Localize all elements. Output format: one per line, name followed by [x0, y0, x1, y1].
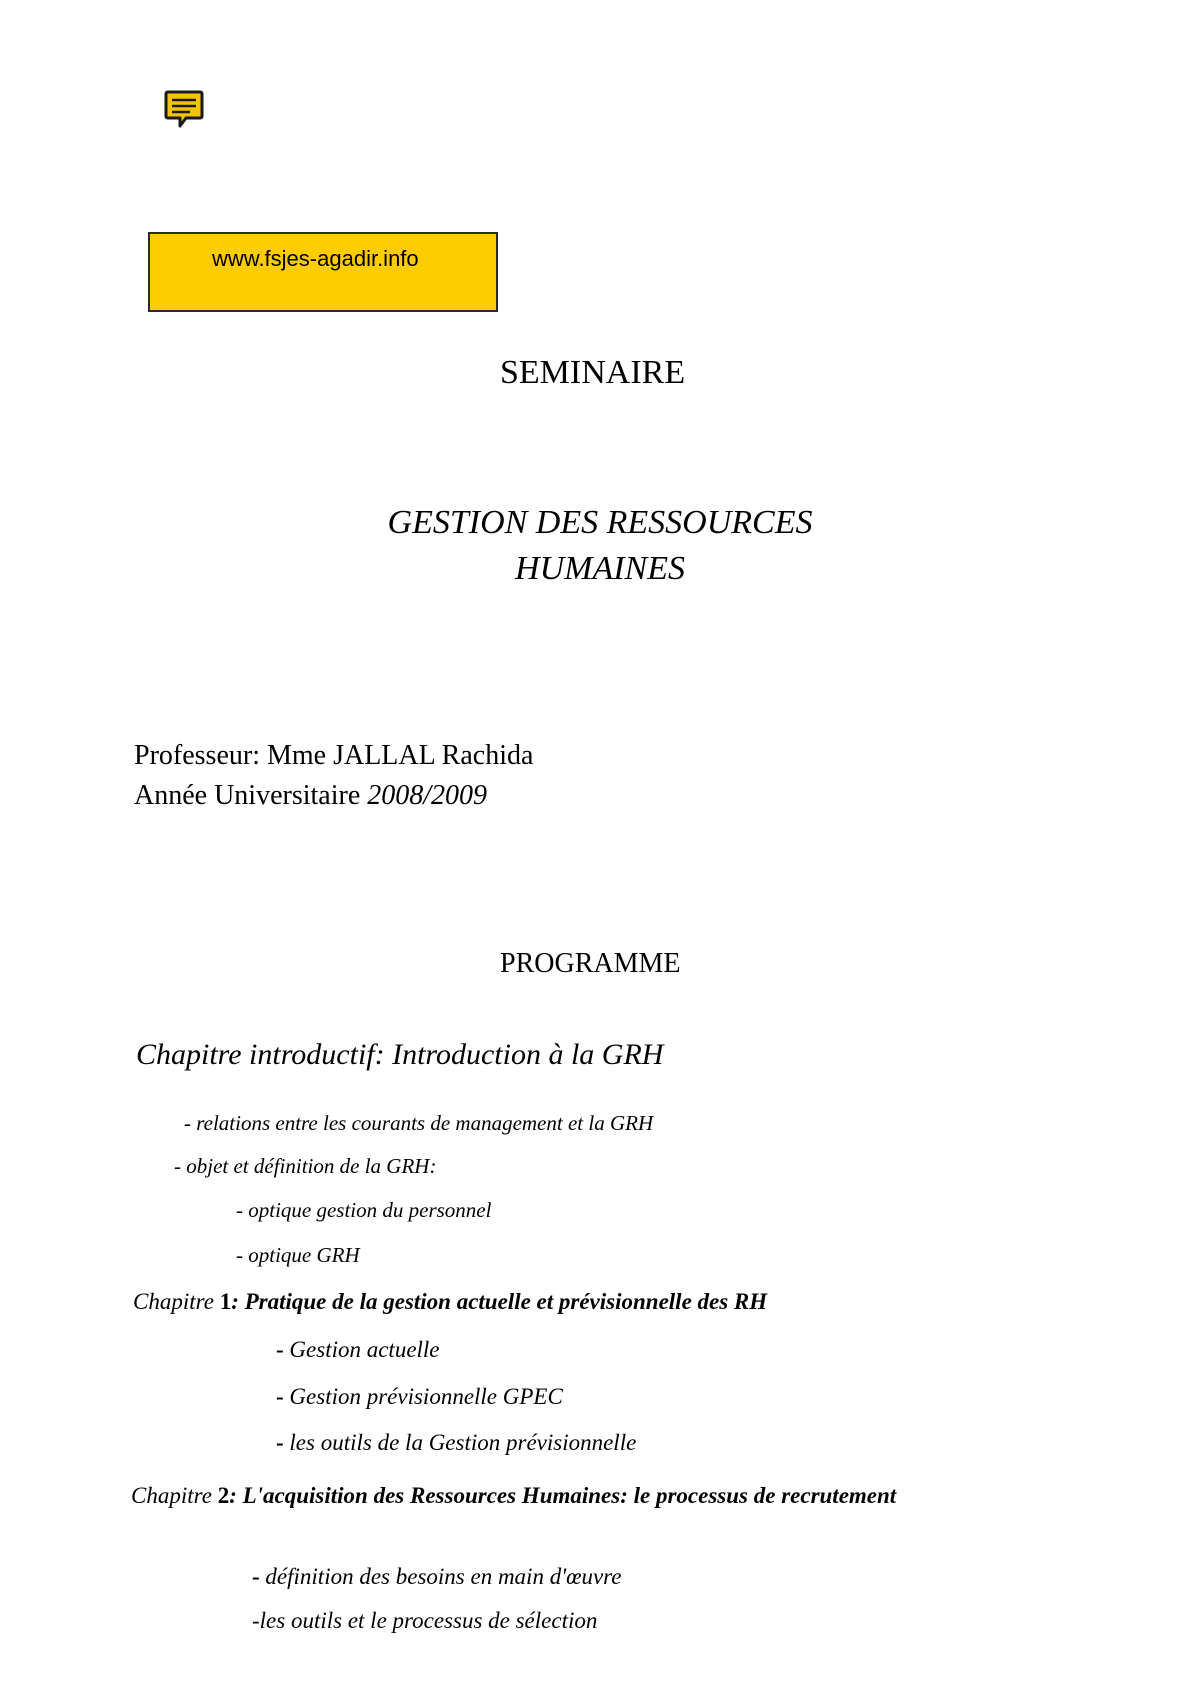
list-item: - optique gestion du personnel — [236, 1198, 492, 1222]
list-item: - objet et définition de la GRH: — [174, 1154, 437, 1178]
website-link[interactable]: www.fsjes-agadir.info — [212, 246, 419, 271]
programme-heading: PROGRAMME — [500, 948, 681, 979]
list-item: - Gestion prévisionnelle GPEC — [276, 1384, 563, 1409]
chapter-1-text: : Pratique de la gestion actuelle et prévisionnelle des RH — [231, 1289, 768, 1314]
intro-chapter-title: Chapitre introductif: Introduction à la GRH — [136, 1038, 664, 1071]
chapter-1-label: Chapitre — [133, 1289, 214, 1314]
comment-note-icon[interactable] — [162, 90, 206, 130]
chapter-2-title — [131, 1482, 921, 1510]
academic-year-line — [134, 780, 487, 812]
list-item: - relations entre les courants de management et la GRH — [184, 1111, 654, 1135]
document-title — [340, 500, 860, 592]
title-line-2: HUMAINES — [515, 550, 685, 587]
list-item: - les outils de la Gestion prévisionnelle — [276, 1430, 637, 1455]
chapter-2-text: : L'acquisition des Ressources Humaines: le processus de recrutement — [229, 1483, 897, 1508]
list-item: - définition des besoins en main d'œuvre — [252, 1564, 622, 1589]
website-banner — [148, 232, 498, 312]
professor-line: Professeur: Mme JALLAL Rachida — [134, 740, 534, 771]
academic-year-value: 2008/2009 — [367, 780, 488, 811]
chapter-2-label: Chapitre — [131, 1483, 212, 1508]
list-item: - optique GRH — [236, 1243, 360, 1267]
seminaire-heading: SEMINAIRE — [500, 354, 686, 391]
chapter-1-title — [133, 1289, 767, 1315]
list-item: - Gestion actuelle — [276, 1337, 440, 1362]
title-line-1: GESTION DES RESSOURCES — [387, 504, 813, 541]
academic-year-label: Année Universitaire — [134, 780, 361, 811]
chapter-2-number: 2 — [217, 1483, 230, 1508]
list-item: -les outils et le processus de sélection — [252, 1608, 598, 1633]
chapter-1-number: 1 — [219, 1289, 232, 1314]
